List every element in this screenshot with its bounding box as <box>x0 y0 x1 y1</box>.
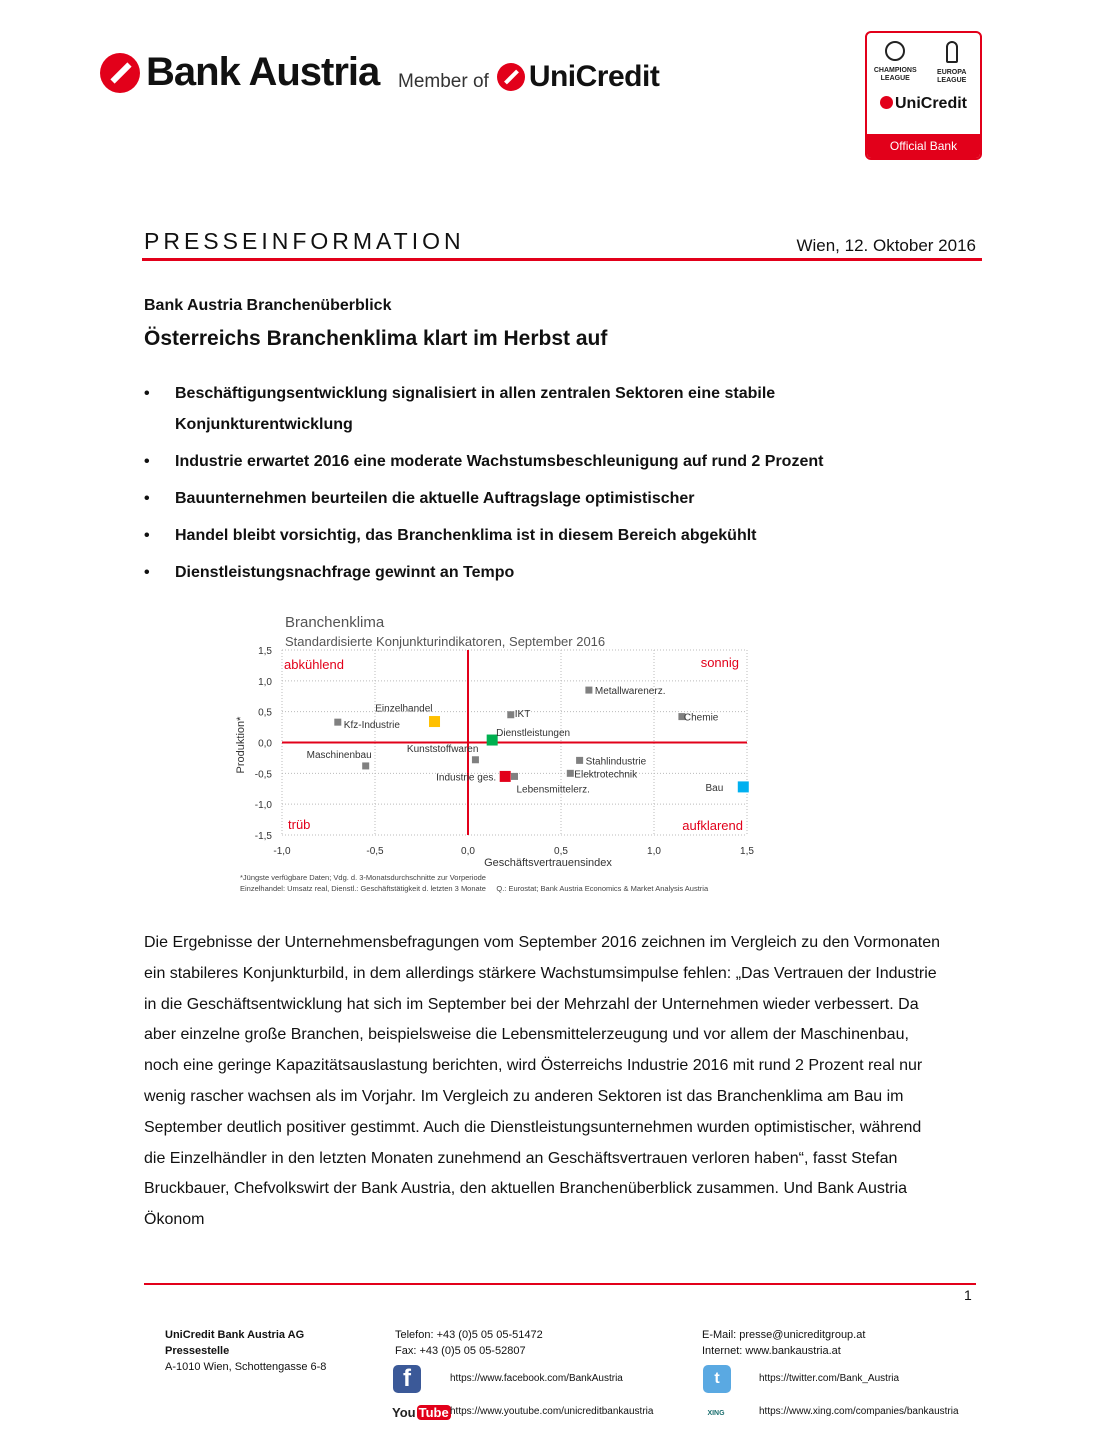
date-line: Wien, 12. Oktober 2016 <box>796 236 976 255</box>
footer-phone: Telefon: +43 (0)5 05 05-51472 <box>395 1329 543 1341</box>
headline: Österreichs Branchenklima klart im Herbst auf <box>144 327 608 350</box>
point-ikt <box>507 711 514 718</box>
y-tick-label: 1,0 <box>258 676 272 688</box>
page-title: PRESSEINFORMATION <box>144 228 465 254</box>
unicredit-mark-icon <box>100 53 140 93</box>
point-kunststoffwaren <box>472 756 479 763</box>
quadrant-label-aufklarend: aufklarend <box>682 818 743 833</box>
point-label-lebensmittelerz: Lebensmittelerz. <box>516 784 590 796</box>
point-metallwarenerz <box>585 687 592 694</box>
chart-footnote <box>240 872 708 894</box>
badge-left-label-2: LEAGUE <box>880 75 910 82</box>
point-label-chemie: Chemie <box>683 712 719 724</box>
parent-brand: UniCredit <box>528 60 660 93</box>
bank-austria-logo <box>100 50 379 95</box>
twitter-link[interactable]: https://twitter.com/Bank_Austria <box>759 1373 900 1384</box>
chart-x-axis-label: Geschäftsvertrauensindex <box>484 857 612 867</box>
y-tick-label: -1,5 <box>254 831 272 842</box>
badge-brand: UniCredit <box>867 95 980 113</box>
chart-points <box>307 686 749 795</box>
badge-official-label: Official Bank <box>867 134 980 158</box>
official-bank-badge <box>865 31 982 160</box>
bullet-item: • Beschäftigungsentwicklung signalisiert in allen zentralen Sektoren eine stabile Konjunkturentwicklung <box>144 378 944 440</box>
point-lebensmittelerz <box>511 773 518 780</box>
y-tick-label: -1,0 <box>254 800 272 812</box>
unicredit-badge-mark-icon <box>880 96 893 109</box>
badge-left-label-1: CHAMPIONS <box>873 67 917 74</box>
unicredit-small-mark-icon <box>497 63 525 91</box>
body-paragraph: Die Ergebnisse der Unternehmensbefragungen vom September 2016 zeichnen im Vergleich zu den Vormonaten ein stabileres Konjunkturbild, in dem allerdings stärkere Wachstumsimpulse fehlen: „Das Vertrauen der Industrie in die Geschäftsentwicklung hat sich im September bei der Mehrzahl der Unternehmen wieder verbessert. Da aber einzelne große Branchen, beispielsweise die Lebensmittelerzeugung und vor allem der Maschinenbau, noch eine geringe Kapazitätsauslastung berichten, wird Österreichs Industrie 2016 mit rund 2 Prozent real nur wenig rascher wachsen als im Vorjahr. Im Vergleich zu anderen Sektoren ist das Branchenklima am Bau im September deutlich positiver gestimmt. Auch die Dienstleistungsunternehmen wurden optimistischer, während die Einzelhändler in den letzten Monaten zunehmend an Geschäftsvertrauen verloren haben“, fasst Stefan Bruckbauer, Chefvolkswirt der Bank Austria, den aktuellen Branchenüberblick zusammen. Und Bank Austria Ökonom <box>144 934 941 1229</box>
trophy-icon <box>946 41 958 63</box>
chart-footnote-line-2: Einzelhandel: Umsatz real, Dienstl.: Geschäftstätigkeit d. letzten 3 Monate Q.: Eurostat; Bank Austria Economics & Market Analysis Austria <box>240 884 709 893</box>
point-label-elektrotechnik: Elektrotechnik <box>574 769 638 781</box>
point-kfz-industrie <box>334 719 341 726</box>
chart-title: Branchenklima <box>285 614 385 631</box>
youtube-link[interactable]: https://www.youtube.com/unicreditbankaustria <box>450 1406 654 1417</box>
footer-dept: Pressestelle <box>165 1345 230 1357</box>
point-label-industrie-ges: Industrie ges. <box>436 772 497 784</box>
y-tick-label: -0,5 <box>254 769 272 781</box>
footer-online <box>702 1327 865 1359</box>
bullet-item: • Handel bleibt vorsichtig, das Branchenklima ist in diesem Bereich abgekühlt <box>144 520 944 551</box>
x-tick-label: -1,0 <box>273 846 291 857</box>
point-label-einzelhandel: Einzelhandel <box>375 703 433 715</box>
xing-icon[interactable]: XING <box>703 1404 729 1422</box>
member-of-logo <box>398 60 659 94</box>
y-tick-label: 1,5 <box>258 646 272 657</box>
twitter-icon[interactable]: t <box>703 1365 731 1393</box>
point-label-maschinenbau: Maschinenbau <box>306 749 372 761</box>
kicker: Bank Austria Branchenüberblick <box>144 297 392 314</box>
point-stahlindustrie <box>576 757 583 764</box>
footer-divider <box>144 1283 976 1285</box>
header-divider <box>142 258 982 261</box>
footer-internet[interactable]: Internet: www.bankaustria.at <box>702 1345 841 1357</box>
quadrant-label-trueb: trüb <box>288 817 311 832</box>
point-label-kfz-industrie: Kfz-Industrie <box>343 720 400 732</box>
football-icon <box>885 41 905 61</box>
quadrant-label-abkuehlend: abkühlend <box>284 657 344 672</box>
x-tick-label: 1,0 <box>647 846 661 857</box>
youtube-icon[interactable]: You Tube <box>392 1402 440 1422</box>
xing-link[interactable]: https://www.xing.com/companies/bankaustria <box>759 1406 959 1417</box>
point-label-ikt: IKT <box>514 708 531 720</box>
point-bau <box>738 781 749 792</box>
x-tick-label: 1,5 <box>740 846 754 857</box>
bullet-list <box>144 378 944 594</box>
point-label-dienstleistungen: Dienstleistungen <box>496 728 571 740</box>
footer-fax: Fax: +43 (0)5 05 05-52807 <box>395 1345 526 1357</box>
chart-footnote-line-1: *Jüngste verfügbare Daten; Vdg. d. 3-Monatsdurchschnitte zur Vorperiode <box>240 873 486 882</box>
chart-axes <box>282 650 747 835</box>
y-tick-label: 0,0 <box>258 738 272 750</box>
member-of-text: Member of <box>398 71 489 92</box>
badge-right-label-1: EUROPA <box>937 69 967 76</box>
point-label-stahlindustrie: Stahlindustrie <box>585 756 647 768</box>
branchenklima-chart <box>230 605 790 867</box>
point-label-metallwarenerz: Metallwarenerz. <box>594 686 666 698</box>
point-industrie-ges <box>500 771 511 782</box>
footer-email[interactable]: E-Mail: presse@unicreditgroup.at <box>702 1329 866 1341</box>
x-tick-label: -0,5 <box>366 846 384 857</box>
facebook-link[interactable]: https://www.facebook.com/BankAustria <box>450 1373 623 1384</box>
bullet-item: • Industrie erwartet 2016 eine moderate Wachstumsbeschleunigung auf rund 2 Prozent <box>144 446 944 477</box>
bullet-item: • Bauunternehmen beurteilen die aktuelle Auftragslage optimistischer <box>144 483 944 514</box>
bullet-item: • Dienstleistungsnachfrage gewinnt an Tempo <box>144 557 944 588</box>
x-tick-label: 0,0 <box>461 846 475 857</box>
chart-subtitle: Standardisierte Konjunkturindikatoren, September 2016 <box>285 634 606 649</box>
point-maschinenbau <box>362 762 369 769</box>
footer-company: UniCredit Bank Austria AG <box>165 1329 305 1341</box>
brand-name: Bank Austria <box>146 50 380 94</box>
footer-street: A-1010 Wien, Schottengasse 6-8 <box>165 1361 327 1373</box>
quadrant-label-sonnig: sonnig <box>700 655 739 670</box>
facebook-icon[interactable]: f <box>393 1365 421 1393</box>
point-label-kunststoffwaren: Kunststoffwaren <box>406 743 479 755</box>
footer-address <box>165 1327 326 1375</box>
point-elektrotechnik <box>567 770 574 777</box>
y-tick-label: 0,5 <box>258 707 272 719</box>
x-tick-label: 0,5 <box>554 846 568 857</box>
badge-right-label-2: LEAGUE <box>937 77 967 84</box>
footer-contact <box>395 1327 543 1359</box>
point-label-bau: Bau <box>705 782 724 794</box>
page-number: 1 <box>964 1287 972 1303</box>
point-einzelhandel <box>429 716 440 727</box>
chart-y-axis-label: Produktion* <box>235 716 247 774</box>
